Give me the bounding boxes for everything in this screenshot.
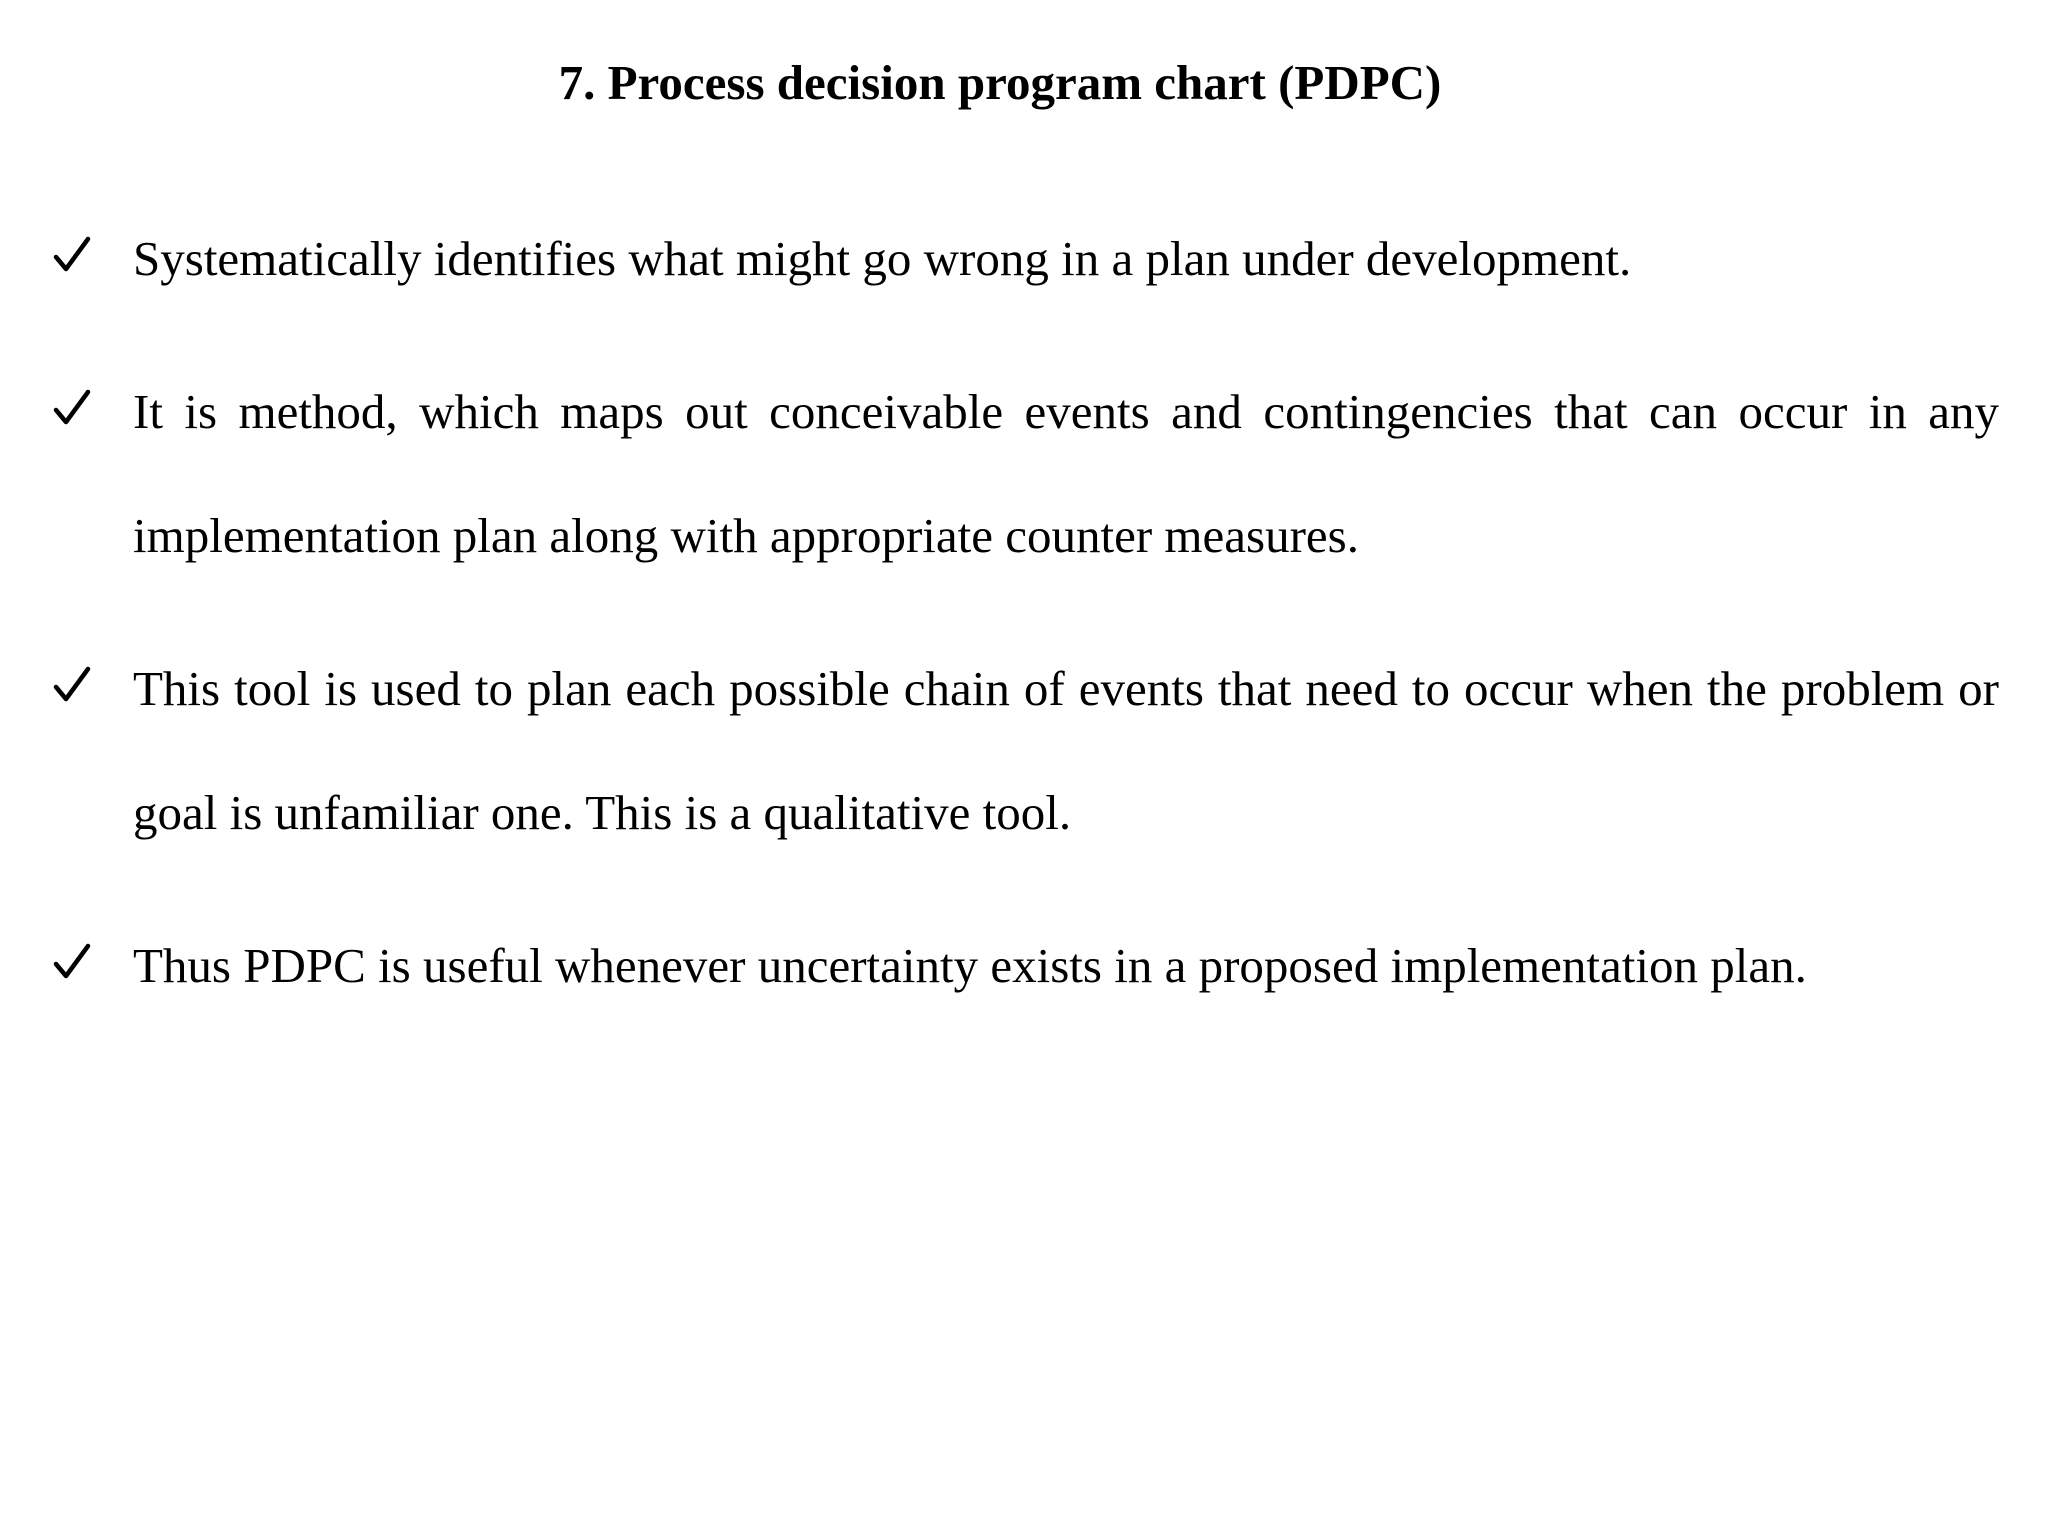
checkmark-icon (52, 665, 92, 713)
checkmark-icon (52, 388, 92, 436)
bullet-text: Thus PDPC is useful whenever uncertainty exists in a proposed implementation plan. (133, 938, 1807, 993)
bullet-text: Systematically identifies what might go wrong in a plan under development. (133, 231, 1632, 286)
checkmark-icon (52, 942, 92, 990)
page-title: 7. Process decision program chart (PDPC) (558, 55, 1442, 110)
bullet-text: It is method, which maps out conceivable events and contingencies that can occur in any implementation plan along with appropriate counter measures. (133, 384, 1999, 563)
bullet-text: This tool is used to plan each possible chain of events that need to occur when the problem or goal is unfamiliar one. This is a qualitative tool. (133, 661, 1999, 840)
checkmark-icon (52, 235, 92, 283)
